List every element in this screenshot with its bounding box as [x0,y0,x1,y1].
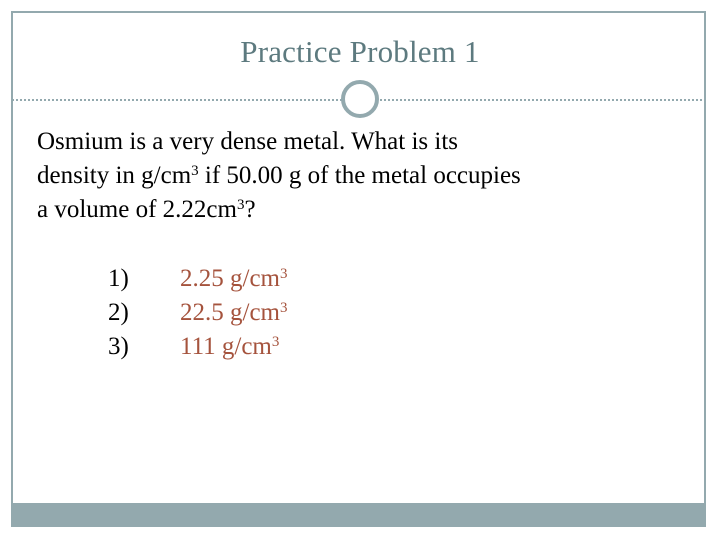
unit-exponent: 3 [191,163,199,179]
choice-number: 2) [108,299,129,326]
choice-value-text: 22.5 g/cm [180,299,280,326]
choice-number: 1) [108,265,129,292]
question-line-3 [37,193,637,227]
question-line-2-start: density in g/cm [37,162,192,189]
answer-choice-2 [108,296,288,330]
choice-value-text: 2.25 g/cm [180,265,280,292]
choice-value [180,330,279,364]
unit-exponent: 3 [280,300,288,316]
choice-value [180,262,288,296]
question-text [37,125,637,227]
footer-bar [11,503,706,527]
question-line-1 [37,125,637,159]
question-line-3-end: ? [244,196,256,223]
choice-value [180,296,288,330]
question-line-2 [37,159,637,193]
answer-choice-1 [108,262,288,296]
choice-value-text: 111 g/cm [180,333,272,360]
slide-title-text: Practice Problem 1 [240,34,480,69]
unit-exponent: 3 [236,197,245,213]
choice-number: 3) [108,333,129,360]
unit-exponent: 3 [280,266,288,282]
ring-icon [341,80,379,118]
unit-exponent: 3 [271,334,280,350]
question-line-1-text: Osmium is a very dense metal. What is its [37,128,458,155]
answer-choices [108,262,288,364]
question-line-2-end: if 50.00 g of the metal occupies [198,162,521,189]
question-line-3-start: a volume of 2.22cm [37,196,237,223]
answer-choice-3 [108,330,288,364]
slide-title [0,34,720,70]
